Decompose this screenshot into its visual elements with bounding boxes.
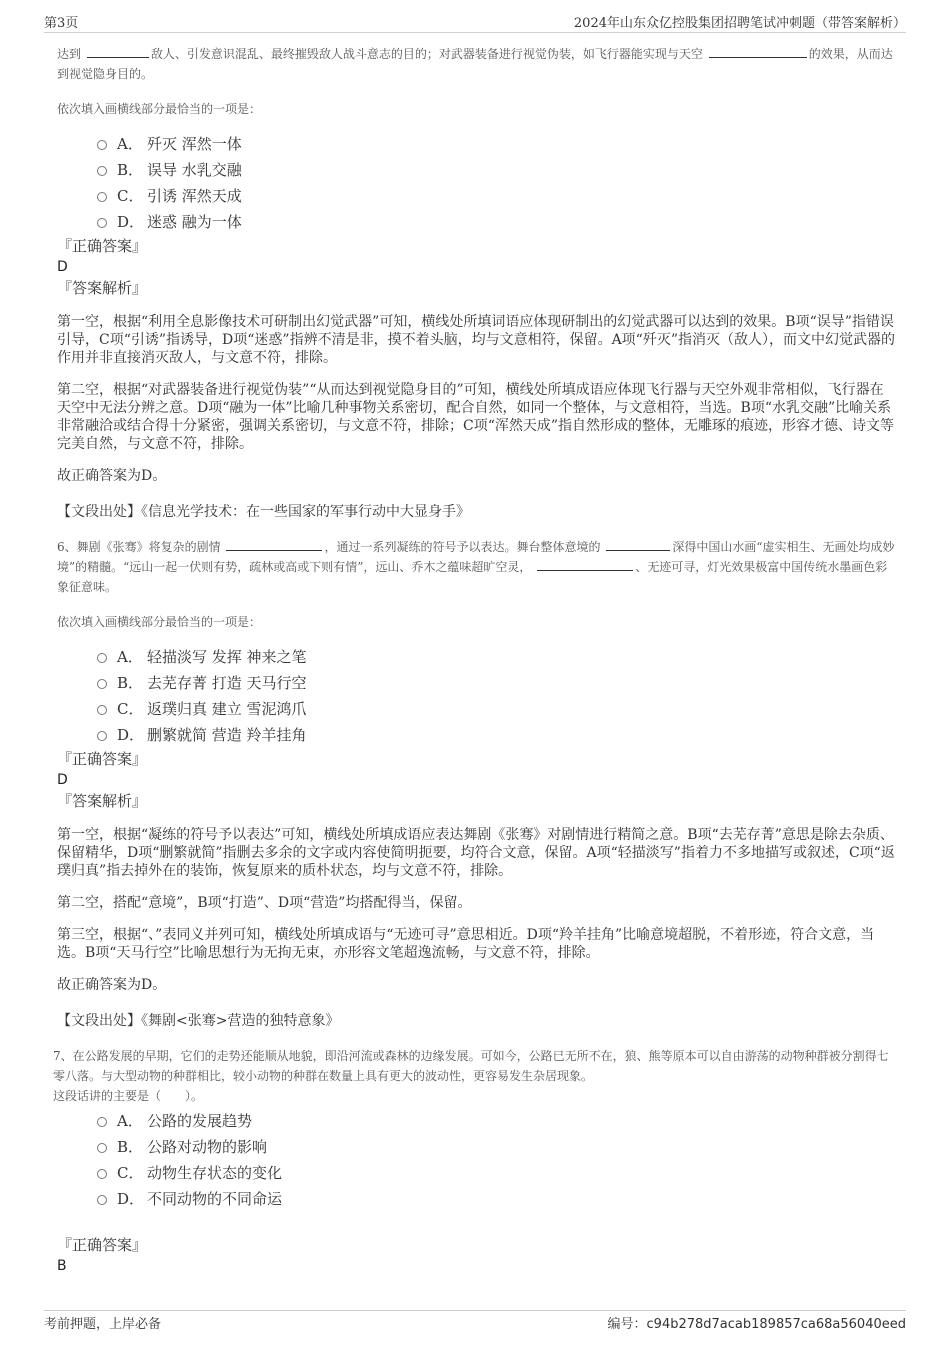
answer-value: D [57, 259, 68, 275]
radio-icon[interactable] [97, 1143, 107, 1153]
q7-ask: 这段话讲的主要是（ ）。 [53, 1089, 204, 1103]
answer-label: 『正确答案』 [57, 1236, 148, 1254]
document-title: 2024年山东众亿控股集团招聘笔试冲刺题（带答案解析） [573, 16, 906, 31]
q6-stem: 6、舞剧《张骞》将复杂的剧情 ，通过一系列凝练的符号予以表达。舞台整体意境的 深得中国山水画“虚实相生、无画处均成妙境”的精髓。“远山一起一伏则有势，疏林或高或下则有情”，远山、乔木之蕴味超旷空灵， 、无迹可寻，灯光效果极富中国传统水墨画色彩象征意味。 [57, 540, 895, 594]
fill-blank [537, 558, 633, 571]
option-b[interactable]: B． 公路对动物的影响 [97, 1134, 897, 1160]
explanation-paragraph: 第一空，根据“凝练的符号予以表达”可知，横线处所填成语应表达舞剧《张骞》对剧情进行精简之意。B项“去芜存菁”意思是除去杂质、保留精华，D项“删繁就简”指删去多余的文字或内容使简明扼要，均符合文意，保留。A项“轻描淡写”指着力不多地描写或叙述，C项“返璞归真”指去掉外在的装饰，恢复原来的质朴状态，均与文意不符，排除。 [57, 827, 895, 879]
footer-slogan: 考前押题，上岸必备 [44, 1317, 162, 1332]
radio-icon[interactable] [97, 140, 107, 150]
answer-value: D [57, 772, 68, 788]
radio-icon[interactable] [97, 679, 107, 689]
option-a[interactable]: A． 公路的发展趋势 [97, 1108, 897, 1134]
page-content [53, 38, 897, 1276]
fill-blank [606, 538, 670, 551]
conclusion: 故正确答案为D。 [57, 468, 167, 484]
option-c[interactable]: C． 动物生存状态的变化 [97, 1160, 897, 1186]
option-c[interactable]: C． 引诱 浑然天成 [97, 183, 897, 209]
option-a[interactable]: A． 轻描淡写 发挥 神来之笔 [97, 644, 897, 670]
header-divider [44, 32, 906, 33]
footer-divider [44, 1310, 906, 1311]
radio-icon[interactable] [97, 192, 107, 202]
q7-options [57, 1108, 897, 1212]
q5-ask: 依次填入画横线部分最恰当的一项是： [57, 102, 262, 116]
page-footer [44, 1313, 906, 1333]
fill-blank [226, 538, 322, 551]
q7-stem: 7、在公路发展的早期，它们的走势还能顺从地貌，即沿河流或森林的边缘发展。可如今，公路已无所不在，狼、熊等原本可以自由游荡的动物种群被分割得七零八落。与大型动物的种群相比，较小动物的种群在数量上具有更大的波动性，更容易发生杂居现象。 [53, 1049, 889, 1083]
page-header [44, 12, 906, 32]
explanation-paragraph: 第二空，搭配“意境”，B项“打造”、D项“营造”均搭配得当，保留。 [57, 895, 472, 911]
fill-blank [709, 45, 807, 58]
radio-icon[interactable] [97, 731, 107, 741]
option-d[interactable]: D． 不同动物的不同命运 [97, 1186, 897, 1212]
radio-icon[interactable] [97, 653, 107, 663]
source-citation: 【文段出处】《信息光学技术：在一些国家的军事行动中大显身手》 [57, 504, 470, 520]
source-citation: 【文段出处】《舞剧<张骞>营造的独特意象》 [57, 1013, 340, 1029]
radio-icon[interactable] [97, 218, 107, 228]
q5-stem: 达到 敌人、引发意识混乱、最终摧毁敌人战斗意志的目的；对武器装备进行视觉伪装，如飞行器能实现与天空 的效果，从而达到视觉隐身目的。 [57, 47, 893, 81]
analysis-label: 『答案解析』 [57, 279, 148, 297]
radio-icon[interactable] [97, 705, 107, 715]
radio-icon[interactable] [97, 1169, 107, 1179]
option-b[interactable]: B． 去芜存菁 打造 天马行空 [97, 670, 897, 696]
q6-options [57, 644, 897, 748]
option-c[interactable]: C． 返璞归真 建立 雪泥鸿爪 [97, 696, 897, 722]
conclusion: 故正确答案为D。 [57, 977, 167, 993]
option-b[interactable]: B． 误导 水乳交融 [97, 157, 897, 183]
q6-ask: 依次填入画横线部分最恰当的一项是： [57, 615, 262, 629]
radio-icon[interactable] [97, 166, 107, 176]
answer-value: B [57, 1258, 67, 1274]
answer-label: 『正确答案』 [57, 237, 148, 255]
explanation-paragraph: 第一空，根据“利用全息影像技术可研制出幻觉武器”可知，横线处所填词语应体现研制出的幻觉武器可以达到的效果。B项“误导”指错误引导，C项“引诱”指诱导，D项“迷惑”指辨不清是非，摸不着头脑，均与文意相符，保留。A项“歼灭”指消灭（敌人），而文中幻觉武器的作用并非直接消灭敌人，与文意不符，排除。 [57, 314, 895, 366]
analysis-label: 『答案解析』 [57, 792, 148, 810]
option-d[interactable]: D． 迷惑 融为一体 [97, 209, 897, 235]
document-code: 编号：c94b278d7acab189857ca68a56040eed [607, 1317, 906, 1332]
radio-icon[interactable] [97, 1195, 107, 1205]
option-d[interactable]: D． 删繁就简 营造 羚羊挂角 [97, 722, 897, 748]
option-a[interactable]: A． 歼灭 浑然一体 [97, 131, 897, 157]
radio-icon[interactable] [97, 1117, 107, 1127]
answer-label: 『正确答案』 [57, 750, 148, 768]
page-number: 第3页 [44, 16, 79, 31]
explanation-paragraph: 第三空，根据“、”表同义并列可知，横线处所填成语与“无迹可寻”意思相近。D项“羚羊挂角”比喻意境超脱，不着形迹，符合文意，当选。B项“天马行空”比喻思想行为无拘无束，亦形容文笔超逸流畅，与文意不符，排除。 [57, 927, 875, 961]
explanation-paragraph: 第二空，根据“对武器装备进行视觉伪装”“从而达到视觉隐身目的”可知，横线处所填成语应体现飞行器与天空外观非常相似，飞行器在天空中无法分辨之意。D项“融为一体”比喻几种事物关系密切，配合自然，如同一个整体，与文意相符，当选。B项“水乳交融”比喻关系非常融洽或结合得十分紧密，强调关系密切，与文意不符，排除；C项“浑然天成”指自然形成的整体，无雕琢的痕迹，形容才德、诗文等完美自然，与文意不符，排除。 [57, 382, 895, 452]
q5-options [57, 131, 897, 235]
fill-blank [87, 45, 149, 58]
